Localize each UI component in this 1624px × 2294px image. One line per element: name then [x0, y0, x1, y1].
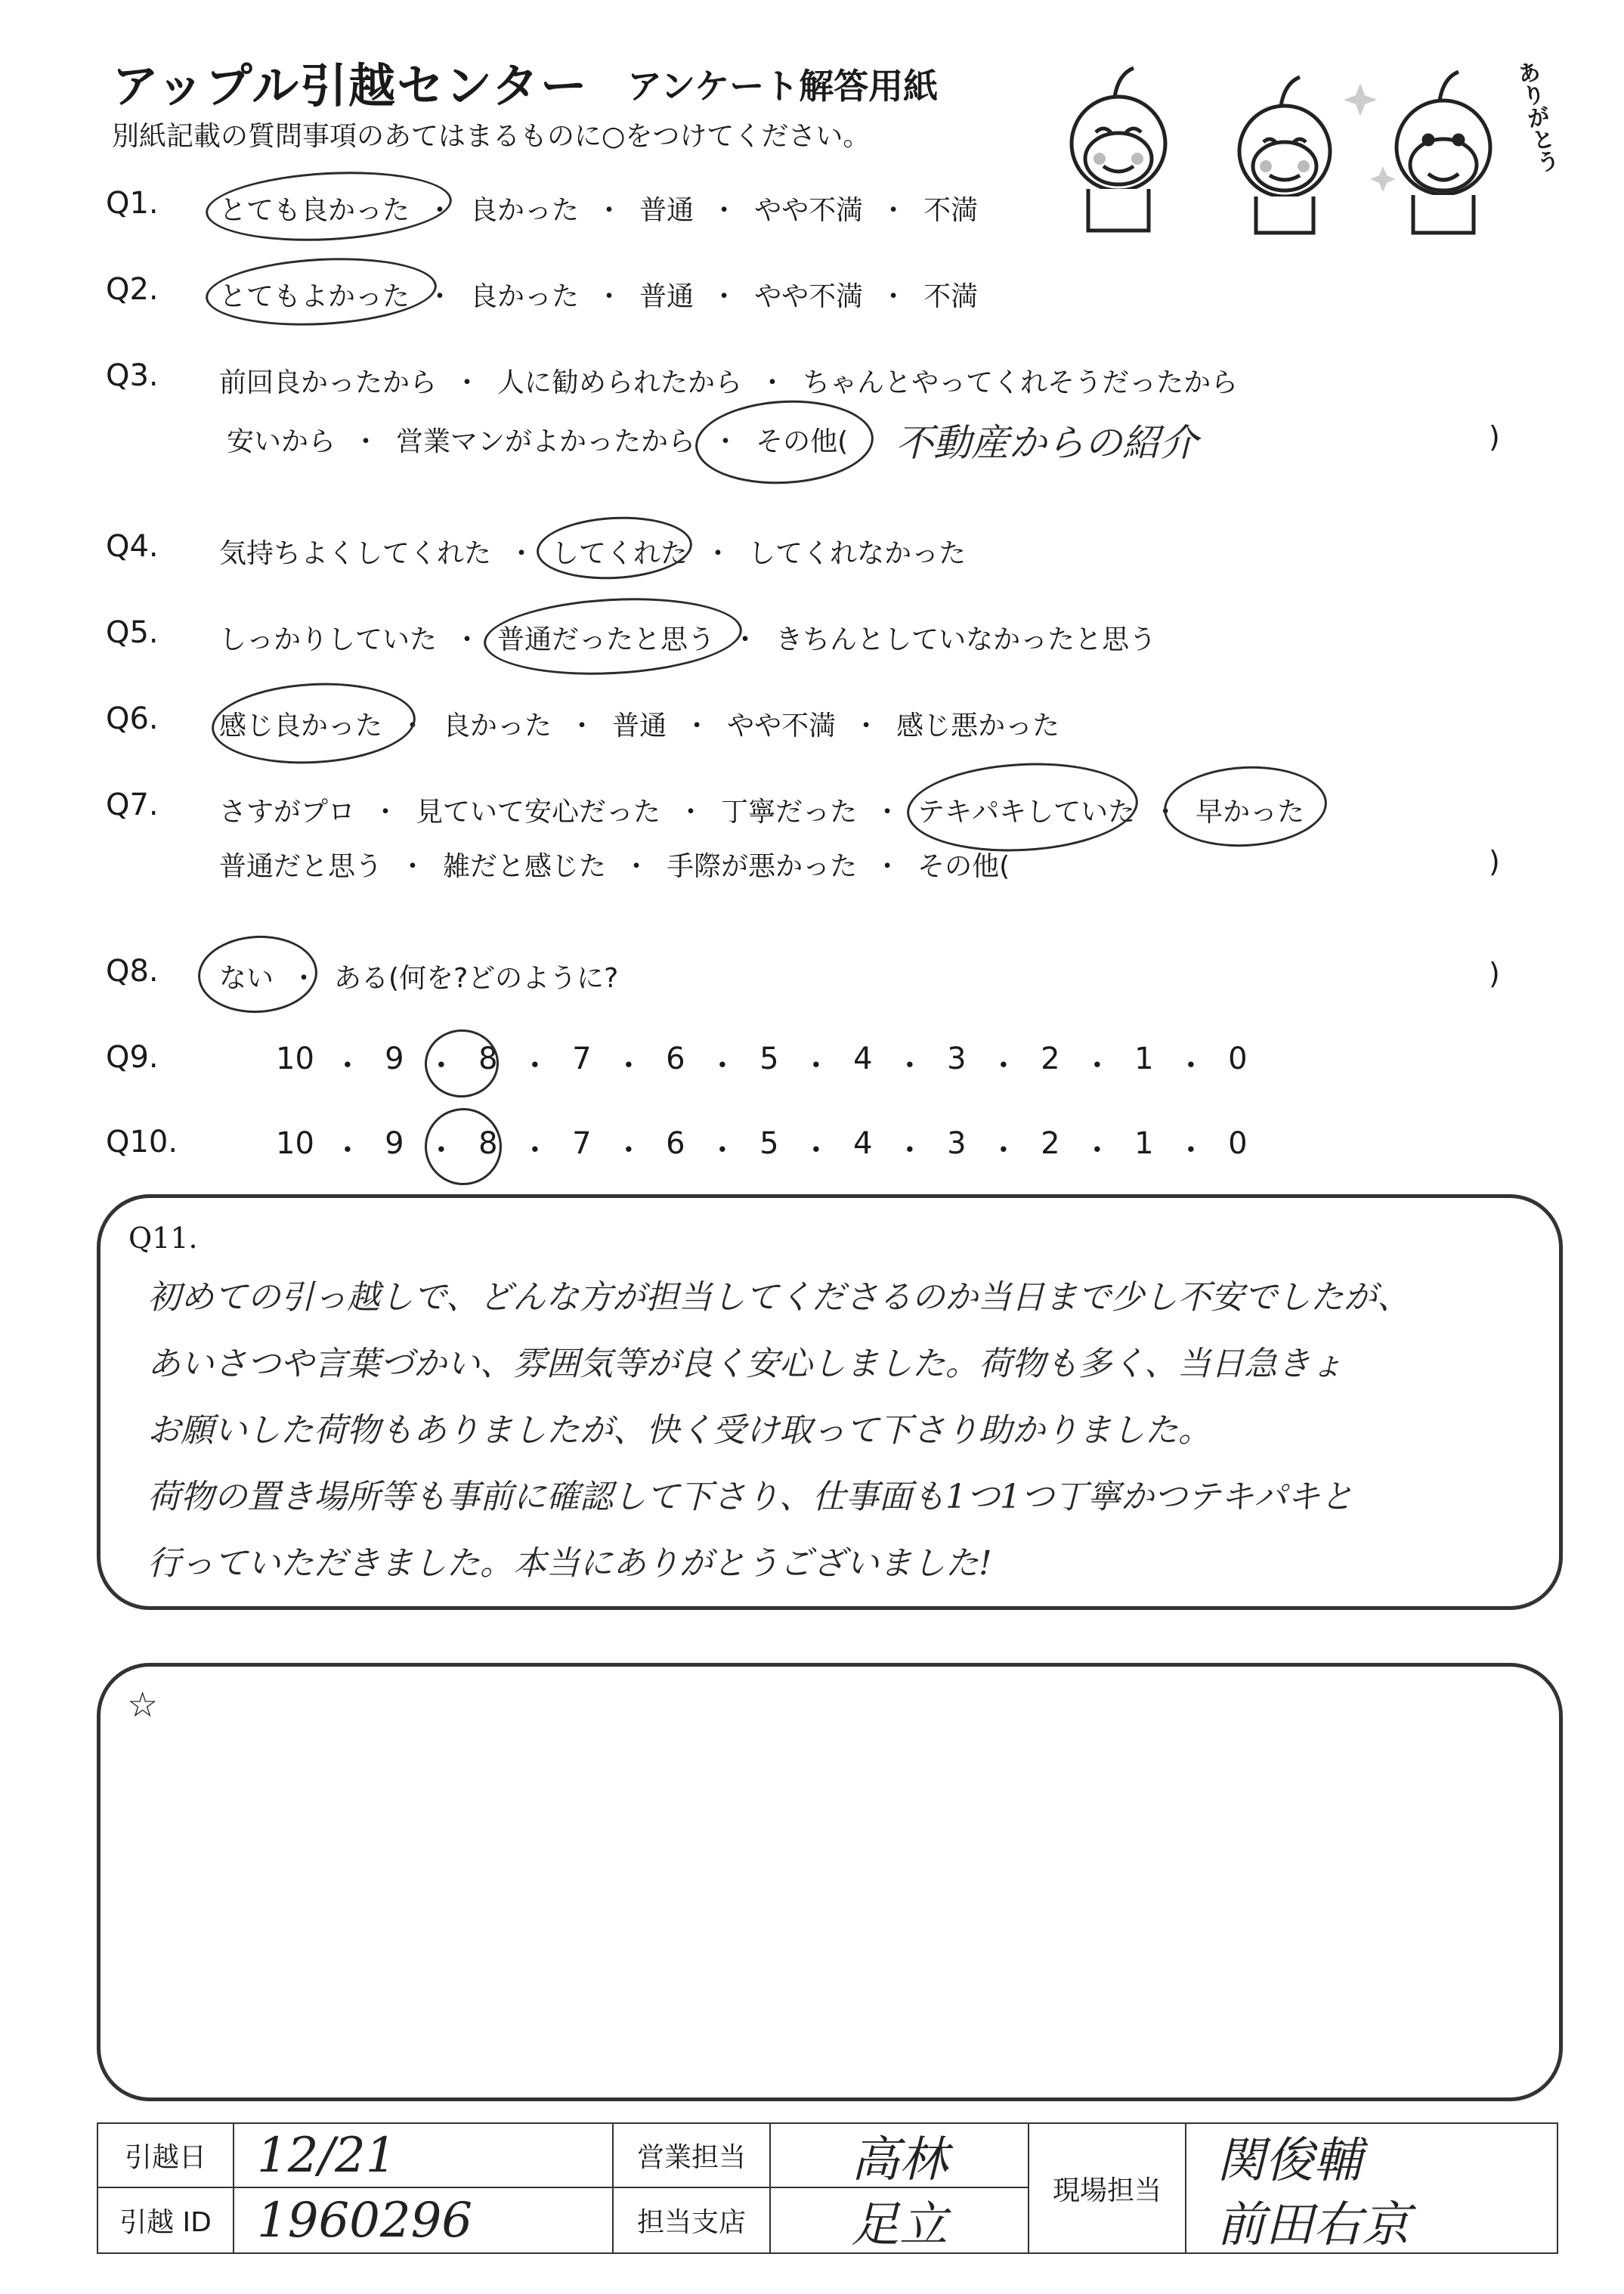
mascot-illustration [1035, 53, 1561, 242]
q8-option-1[interactable]: ない [219, 963, 274, 994]
q6-option-3[interactable]: 普通 [612, 710, 667, 741]
q9-score-0[interactable]: 0 [1228, 1042, 1248, 1076]
q5-answer-circle [482, 592, 744, 681]
q6-options: 感じ良かった ・ 良かった ・ 普通 ・ やや不満 ・ 感じ悪かった [219, 704, 1059, 743]
footer-info-table [97, 2122, 1558, 2254]
q4-label: Q4. [106, 529, 159, 564]
q11-comment-line-3: お願いした荷物もありましたが、快く受け取って下さり助かりました。 [147, 1411, 1211, 1450]
move-date-label: 引越日 [98, 2124, 234, 2188]
site-staff-cell-2 [1186, 2188, 1557, 2252]
q9-score-2[interactable]: 2 [1041, 1042, 1060, 1076]
q3-answer-circle [693, 396, 875, 488]
q7-options-line1: さすがプロ ・ 見ていて安心だった ・ 丁寧だった ・ テキパキしていた ・ 早かった [219, 791, 1304, 829]
q10-score-2[interactable]: 2 [1041, 1126, 1060, 1161]
q8-label: Q8. [106, 954, 159, 989]
site-staff-cell-1 [1186, 2124, 1557, 2188]
q10-score-8[interactable]: 8 [478, 1126, 498, 1161]
move-date-value: 12/21 [257, 2127, 397, 2184]
q5-options: しっかりしていた ・ 普通だったと思う ・ きちんとしていなかったと思う [219, 618, 1156, 657]
q7-paren-close: ) [1489, 845, 1500, 878]
q3-option-6[interactable]: その他( [756, 426, 849, 457]
q7-option-4[interactable]: テキパキしていた [917, 797, 1136, 828]
form-title: アンケート解答用紙 [627, 66, 939, 107]
staff-note-box[interactable] [97, 1663, 1563, 2101]
q1-answer-circle [204, 166, 453, 247]
q7-options-line2: 普通だと思う ・ 雑だと感じた ・ 手際が悪かった ・ その他( [219, 845, 1010, 884]
branch-value: 足立 [851, 2196, 948, 2253]
q7-answer-circle-1 [905, 757, 1140, 857]
q10-score-6[interactable]: 6 [666, 1126, 685, 1161]
q2-option-1[interactable]: とてもよかった [219, 281, 410, 312]
q2-answer-circle [204, 252, 438, 331]
q7-option-3[interactable]: 丁寧だった [721, 797, 858, 828]
q4-option-2[interactable]: してくれた [552, 538, 688, 569]
q10-score-3[interactable]: 3 [947, 1126, 967, 1161]
sales-cell [771, 2124, 1028, 2188]
q7-option-9[interactable]: その他( [917, 851, 1010, 882]
q10-score-5[interactable]: 5 [759, 1126, 779, 1161]
q11-comment-line-5: 行っていただきました。本当にありがとうございました! [147, 1544, 992, 1583]
q1-option-1[interactable]: とても良かった [219, 195, 410, 226]
q4-options: 気持ちよくしてくれた ・ してくれた ・ してくれなかった [219, 532, 966, 571]
q9-score-6[interactable]: 6 [666, 1042, 685, 1076]
q7-option-8[interactable]: 手際が悪かった [667, 851, 858, 882]
q3-options-line2: 安いから ・ 営業マンがよかったから ・ その他( [227, 420, 848, 459]
q9-score-4[interactable]: 4 [853, 1042, 873, 1076]
q7-option-1[interactable]: さすがプロ [219, 797, 356, 828]
q1-options: とても良かった ・ 良かった ・ 普通 ・ やや不満 ・ 不満 [219, 189, 978, 228]
q9-score-10[interactable]: 10 [276, 1042, 314, 1076]
q3-option-1[interactable]: 前回良かったから [219, 367, 438, 398]
branch-label: 担当支店 [612, 2188, 771, 2252]
q8-answer-circle [196, 933, 319, 1016]
q4-answer-circle [535, 513, 694, 584]
q1-label: Q1. [106, 186, 159, 221]
q8-paren-close: ) [1489, 957, 1500, 990]
q11-comment-line-4: 荷物の置き場所等も事前に確認して下さり、仕事面も1つ1つ丁寧かつテキパキと [147, 1478, 1353, 1516]
q2-option-4[interactable]: やや不満 [754, 281, 864, 312]
q6-option-5[interactable]: 感じ悪かった [896, 710, 1060, 741]
q2-option-2[interactable]: 良かった [470, 281, 580, 312]
q1-option-3[interactable]: 普通 [639, 195, 694, 226]
q9-score-3[interactable]: 3 [947, 1042, 967, 1076]
q5-option-3[interactable]: きちんとしていなかったと思う [775, 624, 1157, 655]
q6-option-1[interactable]: 感じ良かった [219, 710, 383, 741]
q5-option-2[interactable]: 普通だったと思う [497, 624, 716, 655]
q7-option-5[interactable]: 早かった [1196, 797, 1305, 828]
move-id-label: 引越 ID [98, 2188, 234, 2252]
site-staff-2: 前田右京 [1217, 2196, 1410, 2253]
q7-option-2[interactable]: 見ていて安心だった [416, 797, 661, 828]
sales-label: 営業担当 [612, 2124, 771, 2188]
q6-answer-circle [209, 678, 417, 769]
q9-answer-circle [423, 1027, 501, 1099]
q10-score-1[interactable]: 1 [1134, 1126, 1154, 1161]
q9-score-8[interactable]: 8 [478, 1042, 498, 1076]
sales-value: 高林 [851, 2131, 948, 2188]
q4-option-1[interactable]: 気持ちよくしてくれた [219, 538, 492, 569]
mascot-thanks-text: ありがとう [1511, 58, 1561, 175]
move-date-cell [234, 2124, 612, 2188]
q3-paren-close: ) [1489, 420, 1500, 454]
q6-option-2[interactable]: 良かった [443, 710, 552, 741]
q2-option-5[interactable]: 不満 [923, 281, 979, 312]
q3-option-3[interactable]: ちゃんとやってくれそうだったから [803, 367, 1239, 398]
q3-label: Q3. [106, 358, 159, 393]
q2-options: とてもよかった ・ 良かった ・ 普通 ・ やや不満 ・ 不満 [219, 275, 978, 314]
q7-option-7[interactable]: 雑だと感じた [443, 851, 607, 882]
q3-options-line1: 前回良かったから ・ 人に勧められたから ・ ちゃんとやってくれそうだったから [219, 361, 1238, 400]
move-id-cell [234, 2188, 612, 2252]
q10-answer-circle [422, 1106, 503, 1187]
q10-score-10[interactable]: 10 [276, 1126, 314, 1161]
q7-option-6[interactable]: 普通だと思う [219, 851, 383, 882]
q9-score-9[interactable]: 9 [385, 1042, 404, 1076]
q6-label: Q6. [106, 701, 159, 736]
q10-score-7[interactable]: 7 [572, 1126, 592, 1161]
q3-option-2[interactable]: 人に勧められたから [497, 367, 743, 398]
q10-score-4[interactable]: 4 [853, 1126, 873, 1161]
q1-option-4[interactable]: やや不満 [754, 195, 864, 226]
q9-scale: 10 ・ 9 ・ 8 ・ 7 ・ 6 ・ 5 ・ 4 ・ 3 ・ 2 ・ 1 ・ 0 [276, 1042, 1251, 1085]
q1-option-5[interactable]: 不満 [923, 195, 979, 226]
q8-option-2[interactable]: ある(何を?どのように? [334, 963, 619, 994]
q8-options: ない ・ ある(何を?どのように? [219, 957, 618, 995]
q7-answer-circle-2 [1162, 762, 1329, 850]
q2-label: Q2. [106, 272, 159, 307]
q9-label: Q9. [106, 1040, 159, 1075]
q9-score-7[interactable]: 7 [572, 1042, 592, 1076]
move-id-value: 1960296 [257, 2192, 473, 2249]
q6-option-4[interactable]: やや不満 [727, 710, 837, 741]
q7-label: Q7. [106, 788, 159, 822]
q3-other-handwritten: 不動産からの紹介 [896, 421, 1198, 465]
q11-comment-line-1: 初めての引っ越しで、どんな方が担当してくださるのか当日まで少し不安でしたが、 [147, 1278, 1411, 1317]
q3-option-4[interactable]: 安いから [227, 426, 336, 457]
q10-label: Q10. [106, 1125, 178, 1159]
company-name: アップル引越センター [112, 58, 589, 113]
q5-option-1[interactable]: しっかりしていた [219, 624, 438, 655]
q5-label: Q5. [106, 615, 159, 650]
q1-option-2[interactable]: 良かった [470, 195, 580, 226]
q3-option-5[interactable]: 営業マンがよかったから [396, 426, 696, 457]
monkey-mascots-icon [1035, 53, 1549, 242]
site-staff-1: 関俊輔 [1217, 2132, 1362, 2189]
q10-score-0[interactable]: 0 [1228, 1126, 1248, 1161]
q9-score-1[interactable]: 1 [1134, 1042, 1154, 1076]
q11-comment-line-2: あいさつや言葉づかい、雰囲気等が良く安心しました。荷物も多く、当日急きょ [147, 1345, 1344, 1383]
q11-label: Q11. [128, 1221, 198, 1255]
q9-score-5[interactable]: 5 [759, 1042, 779, 1076]
q10-score-9[interactable]: 9 [385, 1126, 404, 1161]
site-staff-label: 現場担当 [1028, 2124, 1186, 2252]
instruction-text: 別紙記載の質問事項のあてはまるものに○をつけてください。 [112, 121, 871, 152]
q2-option-3[interactable]: 普通 [639, 281, 694, 312]
star-icon: ☆ [127, 1684, 159, 1725]
branch-cell [771, 2188, 1028, 2252]
q4-option-3[interactable]: してくれなかった [748, 538, 967, 569]
q10-scale: 10 ・ 9 ・ 8 ・ 7 ・ 6 ・ 5 ・ 4 ・ 3 ・ 2 ・ 1 ・ 0 [276, 1126, 1251, 1169]
